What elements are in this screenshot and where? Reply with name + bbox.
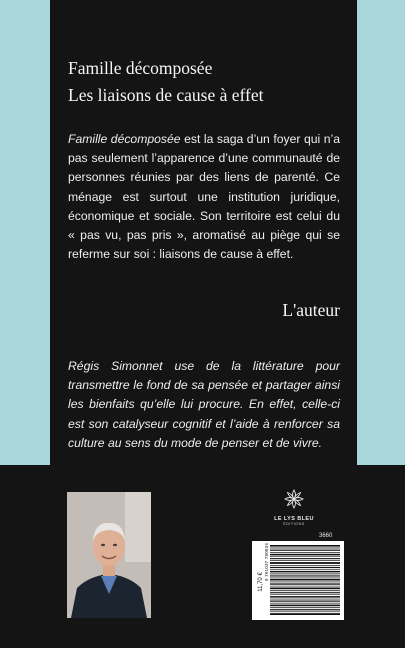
author-heading: L'auteur xyxy=(282,300,340,320)
lily-flower-icon xyxy=(283,488,305,510)
book-code: 3660 xyxy=(319,533,333,539)
book-title: Famille décomposée xyxy=(68,58,213,78)
publisher-logo xyxy=(272,488,316,526)
publisher-name: LE LYS BLEU xyxy=(274,516,314,522)
author-photo xyxy=(67,492,151,618)
publisher-subtitle: ÉDITIONS xyxy=(283,522,305,526)
barcode-area xyxy=(252,541,344,620)
barcode-icon xyxy=(270,545,340,616)
book-subtitle: Les liaisons de cause à effet xyxy=(68,85,264,105)
author-bio: Régis Simonnet use de la littérature pour transmettre le fond de sa pensée et partager ainsi les bienfaits qu’elle lui procure. En effet, celle-ci est son catalyseur cognitif et l’aide à renforcer sa culture au sens du mode de penser et de vivre. xyxy=(68,359,340,450)
blurb-body: est la saga d’un foyer qui n’a pas seulement l’apparence d’une communauté de personnes réunies par des liens de parenté. Ce ménage est surtout une institution juridique, économique et sociale. Son territoire est celui du « pas vu, pas pris », aromatisé au piège qui se referme sur soi : liaisons de cause à effet. xyxy=(68,132,340,262)
price-label: 11,70 € xyxy=(258,572,264,592)
blurb-text xyxy=(68,130,340,264)
isbn-digits: 9 791037 790934 xyxy=(264,542,269,581)
blurb-title-italic: Famille décomposée xyxy=(68,132,181,146)
author-portrait-icon xyxy=(67,492,151,618)
